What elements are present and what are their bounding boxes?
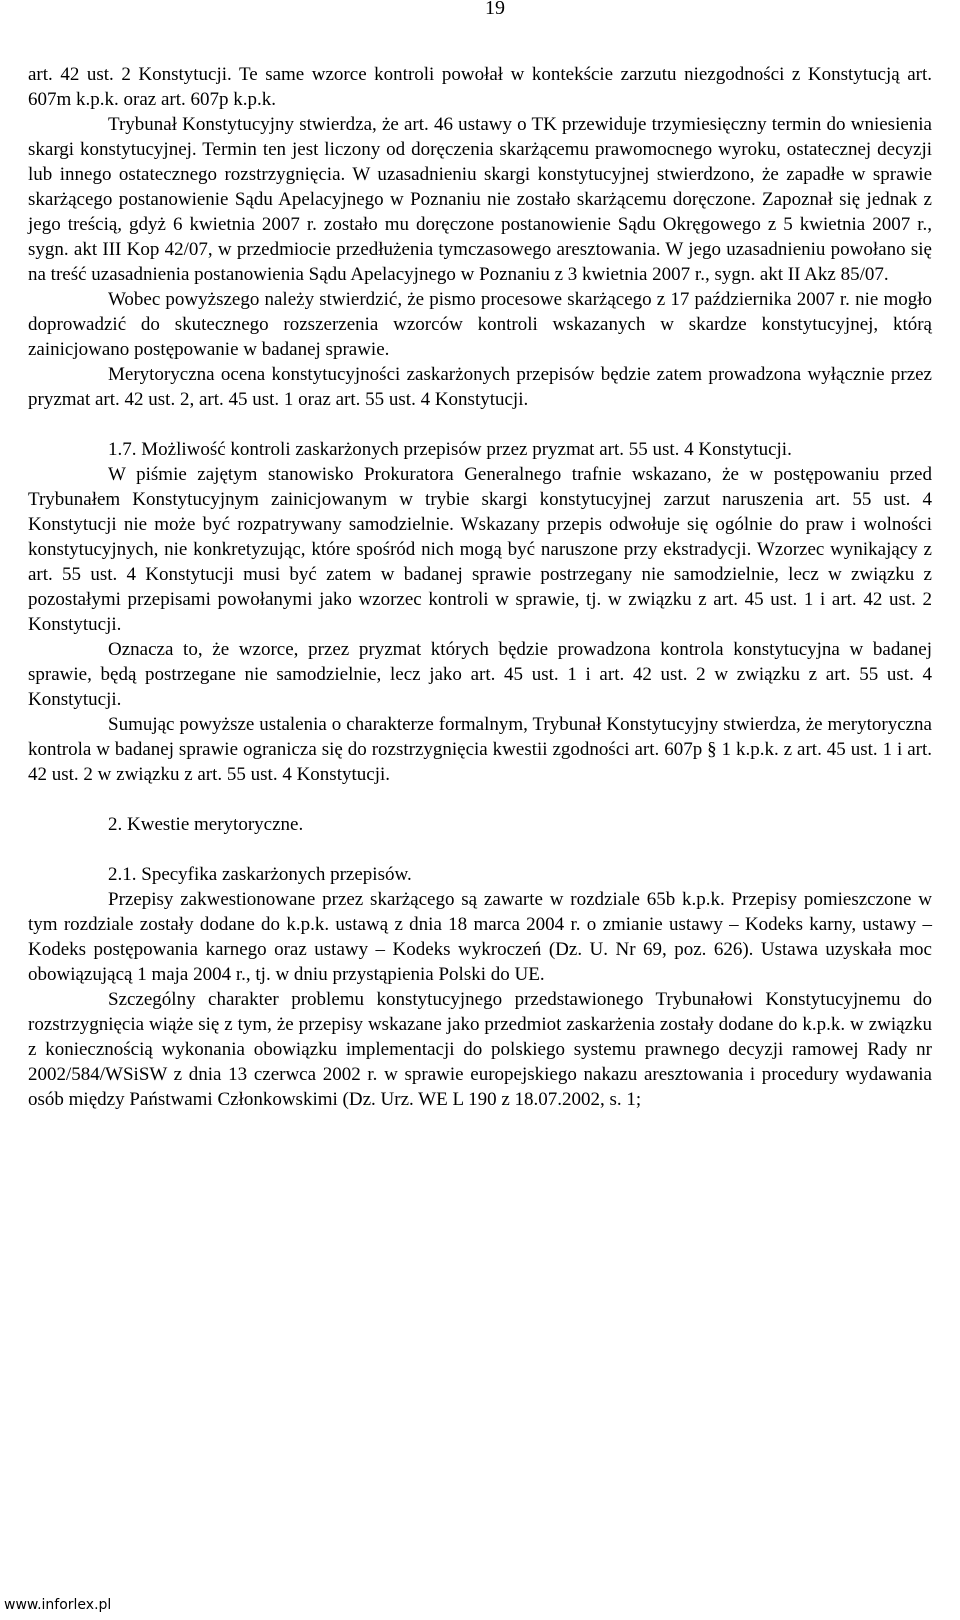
spacer [28, 412, 932, 437]
paragraph-2: Trybunał Konstytucyjny stwierdza, że art. 46 ustawy o TK przewiduje trzymiesięczny termin do wniesienia skargi konstytucyjnej. Termin ten jest liczony od doręczenia skarżącemu prawomocnego wyroku, ostatecznej decyzji lub innego ostatecznego rozstrzygnięcia. W uzasadnieniu skargi konstytucyjnej stwierdzono, że zapadłe w sprawie skarżącego postanowienie Sądu Apelacyjnego w Poznaniu nie zostało skarżącemu doręczone. Zapoznał się jednak z jego treścią, gdyż 6 kwietnia 2007 r. zostało mu doręczone postanowienie Sądu Okręgowego z 5 kwietnia 2007 r., sygn. akt III Kop 42/07, w przedmiocie przedłużenia tymczasowego aresztowania. W jego uzasadnieniu powołano się na treść uzasadnienia postanowienia Sądu Apelacyjnego w Poznaniu z 3 kwietnia 2007 r., sygn. akt II Akz 85/07. [28, 114, 932, 285]
paragraph-9: Szczególny charakter problemu konstytucyjnego przedstawionego Trybunałowi Konstytucyjnemu do rozstrzygnięcia wiąże się z tym, że przepisy wskazane jako przedmiot zaskarżenia zostały dodane do k.p.k. w związku z koniecznością wykonania obowiązku implementacji do polskiego systemu prawnego decyzji ramowej Rady nr 2002/584/WSiSW z dnia 13 czerwca 2002 r. w sprawie europejskiego nakazu aresztowania i procedury wydawania osób między Państwami Członkowskimi (Dz. Urz. WE L 190 z 18.07.2002, s. 1; [28, 989, 932, 1110]
paragraph-5: W piśmie zajętym stanowisko Prokuratora Generalnego trafnie wskazano, że w postępowaniu przed Trybunałem Konstytucyjnym zainicjowanym w trybie skargi konstytucyjnej zarzut naruszenia art. 55 ust. 4 Konstytucji nie może być rozpatrywany samodzielnie. Wskazany przepis odwołuje się ogólnie do praw i wolności konstytucyjnych, nie konkretyzując, które spośród nich mogą być naruszone przy ekstradycji. Wzorzec wynikający z art. 55 ust. 4 Konstytucji musi być zatem w badanej sprawie postrzegany nie samodzielnie, lecz w związku z pozostałymi przepisami powołanymi jako wzorzec kontroli w sprawie, tj. w związku z art. 45 ust. 1 i art. 42 ust. 2 Konstytucji. [28, 464, 932, 635]
spacer [28, 787, 932, 812]
document-body [0, 62, 960, 1112]
spacer [28, 837, 932, 862]
paragraph-7: Sumując powyższe ustalenia o charakterze formalnym, Trybunał Konstytucyjny stwierdza, że merytoryczna kontrola w badanej sprawie ogranicza się do rozstrzygnięcia kwestii zgodności art. 607p § 1 k.p.k. z art. 45 ust. 1 i art. 42 ust. 2 w związku z art. 55 ust. 4 Konstytucji. [28, 714, 932, 785]
footer-url: www.inforlex.pl [4, 1597, 112, 1613]
paragraph-1: art. 42 ust. 2 Konstytucji. Te same wzorce kontroli powołał w kontekście zarzutu niezgodności z Konstytucją art. 607m k.p.k. oraz art. 607p k.p.k. [28, 64, 932, 110]
section-heading-1-7: 1.7. Możliwość kontroli zaskarżonych przepisów przez pryzmat art. 55 ust. 4 Konstytucji. [108, 439, 792, 460]
page-number: 19 [485, 0, 505, 19]
paragraph-4: Merytoryczna ocena konstytucyjności zaskarżonych przepisów będzie zatem prowadzona wyłącznie przez pryzmat art. 42 ust. 2, art. 45 ust. 1 oraz art. 55 ust. 4 Konstytucji. [28, 364, 932, 410]
paragraph-6: Oznacza to, że wzorce, przez pryzmat których będzie prowadzona kontrola konstytucyjna w badanej sprawie, będą postrzegane nie samodzielnie, lecz jako art. 45 ust. 1 i art. 42 ust. 2 w związku z art. 55 ust. 4 Konstytucji. [28, 639, 932, 710]
section-heading-2: 2. Kwestie merytoryczne. [108, 814, 304, 835]
paragraph-8: Przepisy zakwestionowane przez skarżącego są zawarte w rozdziale 65b k.p.k. Przepisy pomieszczone w tym rozdziale zostały dodane do k.p.k. ustawą z dnia 18 marca 2004 r. o zmianie ustawy – Kodeks karny, ustawy – Kodeks postępowania karnego oraz ustawy – Kodeks wykroczeń (Dz. U. Nr 69, poz. 626). Ustawa uzyskała moc obowiązującą 1 maja 2004 r., tj. w dniu przystąpienia Polski do UE. [28, 889, 932, 985]
section-heading-2-1: 2.1. Specyfika zaskarżonych przepisów. [108, 864, 412, 885]
paragraph-3: Wobec powyższego należy stwierdzić, że pismo procesowe skarżącego z 17 października 2007 r. nie mogło doprowadzić do skutecznego rozszerzenia wzorców kontroli wskazanych w skardze konstytucyjnej, którą zainicjowano postępowanie w badanej sprawie. [28, 289, 932, 360]
